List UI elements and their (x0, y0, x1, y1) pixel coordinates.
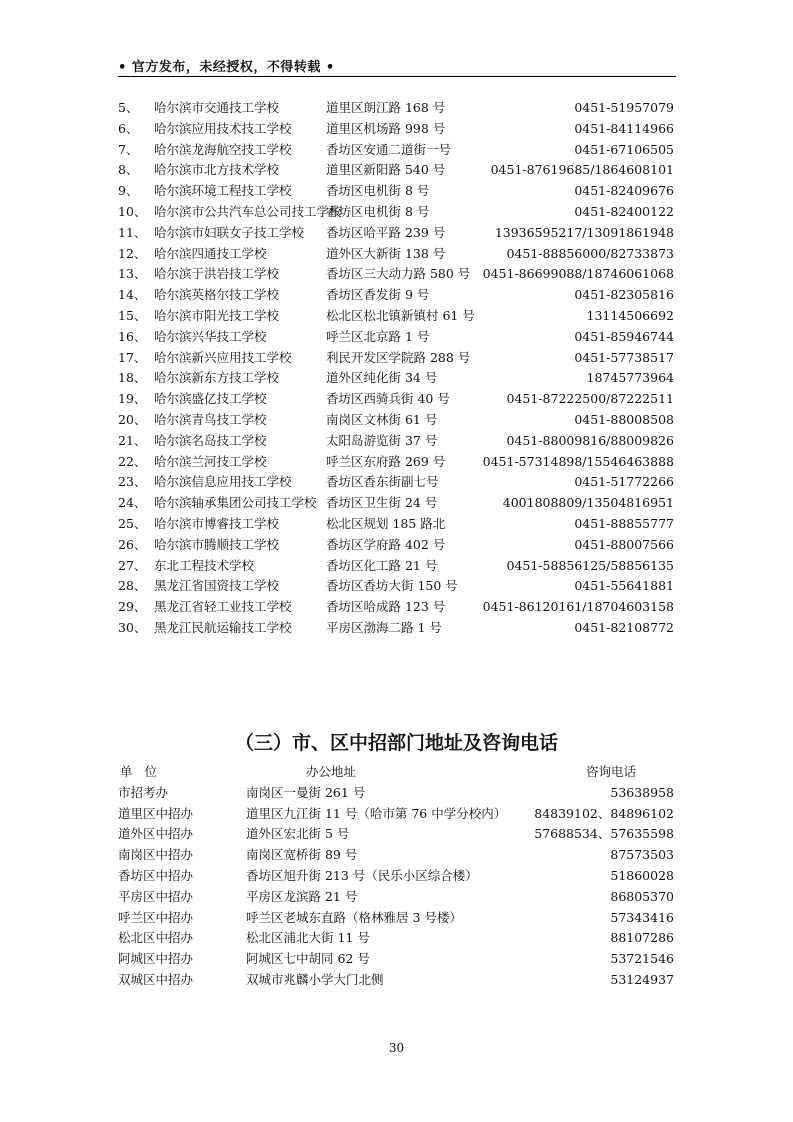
school-address: 道里区机场路 998 号 (326, 120, 446, 136)
school-number: 22、 (118, 453, 147, 469)
school-number: 14、 (118, 287, 147, 303)
office-row (118, 928, 674, 949)
school-number: 11、 (118, 224, 147, 240)
school-phone: 0451-82400122 (574, 203, 674, 219)
school-address: 太阳岛游览街 37 号 (326, 432, 438, 448)
school-name: 哈尔滨新兴应用技工学校 (154, 349, 292, 365)
office-unit: 道外区中招办 (118, 826, 194, 842)
school-phone: 0451-67106505 (574, 141, 674, 157)
school-number: 5、 (118, 100, 139, 115)
school-phone: 0451-88855777 (574, 515, 674, 531)
school-phone: 0451-88008508 (574, 411, 674, 427)
school-name: 哈尔滨轴承集团公司技工学校 (154, 495, 317, 511)
office-phone: 51860028 (610, 867, 674, 883)
office-unit: 呼兰区中招办 (118, 909, 194, 925)
office-address: 阿城区七中胡同 62 号 (246, 951, 370, 967)
school-number: 28、 (118, 578, 147, 594)
school-row (118, 410, 674, 431)
school-name: 哈尔滨市博睿技工学校 (154, 515, 280, 531)
office-phone: 57343416 (610, 909, 674, 925)
school-address: 香坊区三大动力路 580 号 (326, 266, 471, 282)
school-row (118, 535, 674, 556)
office-unit: 香坊区中招办 (118, 867, 194, 883)
school-phone: 0451-84114966 (574, 120, 674, 136)
school-number: 15、 (118, 307, 147, 323)
school-address: 道外区纯化街 34 号 (326, 370, 438, 386)
school-phone: 0451-86699088/18746061068 (482, 266, 674, 282)
school-address: 香坊区西骑兵街 40 号 (326, 391, 450, 407)
school-row (118, 306, 674, 327)
school-phone: 0451-55641881 (574, 578, 674, 594)
office-phone: 53638958 (610, 784, 674, 800)
office-address: 道里区九江街 11 号（哈市第 76 中学分校内） (246, 805, 507, 821)
school-name: 哈尔滨市阳光技工学校 (154, 307, 280, 323)
school-phone: 0451-51772266 (574, 474, 674, 490)
school-phone: 0451-87619685/1864608101 (490, 162, 674, 178)
school-row (118, 160, 674, 181)
header-address: 办公地址 (306, 764, 357, 779)
school-row (118, 264, 674, 285)
school-row (118, 223, 674, 244)
school-address: 松北区规划 185 路北 (326, 515, 446, 531)
school-number: 6、 (118, 120, 139, 136)
office-row (118, 970, 674, 991)
office-row (118, 887, 674, 908)
school-address: 道里区朗江路 168 号 (326, 100, 446, 115)
school-row (118, 389, 674, 410)
school-row (118, 452, 674, 473)
header-unit: 单 位 (120, 764, 161, 779)
school-address: 松北区松北镇新镇村 61 号 (326, 307, 475, 323)
office-table (118, 762, 674, 991)
school-name: 哈尔滨应用技术技工学校 (154, 120, 292, 136)
school-row (118, 556, 674, 577)
school-phone: 13114506692 (586, 307, 674, 323)
school-row (118, 98, 674, 119)
office-phone: 87573503 (610, 847, 674, 863)
office-address: 南岗区宽桥街 89 号 (246, 847, 358, 863)
school-number: 17、 (118, 349, 147, 365)
office-address: 平房区龙滨路 21 号 (246, 888, 358, 904)
school-phone: 0451-58856125/58856135 (506, 557, 674, 573)
school-row (118, 181, 674, 202)
school-address: 香坊区化工路 21 号 (326, 557, 438, 573)
school-name: 哈尔滨兴华技工学校 (154, 328, 267, 344)
school-row (118, 140, 674, 161)
school-name: 哈尔滨兰河技工学校 (154, 453, 267, 469)
office-row (118, 845, 674, 866)
office-address: 香坊区旭升街 213 号（民乐小区综合楼） (246, 867, 478, 883)
school-address: 南岗区文林街 61 号 (326, 411, 438, 427)
office-phone: 53721546 (610, 951, 674, 967)
school-row (118, 472, 674, 493)
page-header-notice: • 官方发布，未经授权，不得转载 • (118, 60, 335, 75)
school-address: 利民开发区学院路 288 号 (326, 349, 471, 365)
school-name: 哈尔滨青鸟技工学校 (154, 411, 267, 427)
school-number: 8、 (118, 162, 139, 178)
school-phone: 0451-57738517 (574, 349, 674, 365)
school-number: 21、 (118, 432, 147, 448)
office-row (118, 804, 674, 825)
school-address: 呼兰区东府路 269 号 (326, 453, 446, 469)
office-phone: 86805370 (610, 888, 674, 904)
school-number: 19、 (118, 391, 147, 407)
school-phone: 0451-82409676 (574, 183, 674, 199)
office-rows (118, 783, 674, 991)
school-address: 香坊区卫生街 24 号 (326, 495, 438, 511)
office-table-header (118, 762, 674, 783)
school-phone: 13936595217/13091861948 (494, 224, 674, 240)
school-list (118, 98, 674, 639)
school-number: 23、 (118, 474, 147, 490)
office-row (118, 824, 674, 845)
school-row (118, 576, 674, 597)
school-name: 哈尔滨市妇联女子技工学校 (154, 224, 305, 240)
school-number: 18、 (118, 370, 147, 386)
school-phone: 0451-87222500/87222511 (506, 391, 674, 407)
school-address: 香坊区哈成路 123 号 (326, 599, 446, 615)
school-name: 黑龙江民航运输技工学校 (154, 619, 292, 635)
school-row (118, 493, 674, 514)
office-unit: 平房区中招办 (118, 888, 194, 904)
school-phone: 0451-86120161/18704603158 (482, 599, 674, 615)
office-row (118, 866, 674, 887)
office-unit: 双城区中招办 (118, 971, 194, 987)
school-phone: 0451-51957079 (574, 100, 674, 115)
school-row (118, 285, 674, 306)
office-phone: 84839102、84896102 (534, 805, 674, 821)
header-phone: 咨询电话 (585, 764, 636, 779)
school-number: 10、 (118, 203, 147, 219)
office-phone: 53124937 (610, 971, 674, 987)
school-row (118, 597, 674, 618)
school-address: 香坊区学府路 402 号 (326, 536, 446, 552)
school-number: 13、 (118, 266, 147, 282)
office-row (118, 783, 674, 804)
school-number: 29、 (118, 599, 147, 615)
office-phone: 88107286 (610, 930, 674, 946)
school-row (118, 431, 674, 452)
office-phone: 57688534、57635598 (534, 826, 674, 842)
office-address: 双城市兆麟小学大门北侧 (246, 971, 384, 987)
school-number: 24、 (118, 495, 147, 511)
school-address: 平房区渤海二路 1 号 (326, 619, 442, 635)
school-name: 哈尔滨市公共汽车总公司技工学校 (154, 203, 342, 219)
school-phone: 0451-82305816 (574, 287, 674, 303)
school-name: 哈尔滨名岛技工学校 (154, 432, 267, 448)
school-row (118, 348, 674, 369)
school-name: 哈尔滨盛亿技工学校 (154, 391, 267, 407)
header-rule (118, 76, 676, 77)
school-number: 12、 (118, 245, 147, 261)
school-number: 16、 (118, 328, 147, 344)
school-name: 哈尔滨信息应用技工学校 (154, 474, 292, 490)
office-address: 南岗区一曼街 261 号 (246, 784, 366, 800)
school-name: 哈尔滨市交通技工学校 (154, 100, 280, 115)
school-phone: 0451-57314898/15546463888 (482, 453, 674, 469)
office-unit: 道里区中招办 (118, 805, 194, 821)
school-name: 哈尔滨新东方技工学校 (154, 370, 280, 386)
school-name: 哈尔滨英格尔技工学校 (154, 287, 280, 303)
school-name: 黑龙江省轻工业技工学校 (154, 599, 292, 615)
office-address: 呼兰区老城东直路（格林雅居 3 号楼） (246, 909, 462, 925)
school-address: 香坊区哈平路 239 号 (326, 224, 446, 240)
office-unit: 南岗区中招办 (118, 847, 194, 863)
school-number: 30、 (118, 619, 147, 635)
school-row (118, 244, 674, 265)
school-address: 道里区新阳路 540 号 (326, 162, 446, 178)
school-phone: 0451-82108772 (574, 619, 674, 635)
school-address: 香坊区香发街 9 号 (326, 287, 430, 303)
school-address: 香坊区电机街 8 号 (326, 183, 430, 199)
school-name: 哈尔滨环境工程技工学校 (154, 183, 292, 199)
school-name: 哈尔滨市北方技术学校 (154, 162, 280, 178)
office-unit: 阿城区中招办 (118, 951, 194, 967)
section-title: （三）市、区中招部门地址及咨询电话 (234, 732, 558, 754)
school-address: 香坊区电机街 8 号 (326, 203, 430, 219)
school-name: 哈尔滨于洪岩技工学校 (154, 266, 280, 282)
school-phone: 4001808809/13504816951 (502, 495, 674, 511)
school-name: 哈尔滨市腾顺技工学校 (154, 536, 280, 552)
school-name: 东北工程技术学校 (154, 557, 255, 573)
school-name: 黑龙江省国资技工学校 (154, 578, 280, 594)
office-row (118, 949, 674, 970)
school-phone: 0451-88856000/82733873 (506, 245, 674, 261)
school-name: 哈尔滨四通技工学校 (154, 245, 267, 261)
school-row (118, 119, 674, 140)
school-row (118, 202, 674, 223)
office-row (118, 908, 674, 929)
school-number: 20、 (118, 411, 147, 427)
school-address: 香坊区香东街副七号 (326, 474, 439, 490)
page-number: 30 (388, 1041, 405, 1055)
school-address: 道外区大新街 138 号 (326, 245, 446, 261)
school-phone: 0451-88009816/88009826 (506, 432, 674, 448)
school-number: 27、 (118, 557, 147, 573)
school-row (118, 514, 674, 535)
school-number: 25、 (118, 515, 147, 531)
school-number: 7、 (118, 141, 139, 157)
school-phone: 18745773964 (586, 370, 674, 386)
school-phone: 0451-85946744 (574, 328, 674, 344)
school-address: 香坊区香坊大街 150 号 (326, 578, 458, 594)
office-address: 道外区宏北街 5 号 (246, 826, 350, 842)
school-name: 哈尔滨龙海航空技工学校 (154, 141, 292, 157)
office-unit: 松北区中招办 (118, 930, 194, 946)
school-row (118, 618, 674, 639)
office-unit: 市招考办 (118, 784, 169, 800)
school-row (118, 368, 674, 389)
school-number: 26、 (118, 536, 147, 552)
school-number: 9、 (118, 183, 139, 199)
school-row (118, 327, 674, 348)
office-address: 松北区浦北大街 11 号 (246, 930, 370, 946)
school-address: 呼兰区北京路 1 号 (326, 328, 430, 344)
school-phone: 0451-88007566 (574, 536, 674, 552)
school-address: 香坊区安通二道街一号 (326, 141, 452, 157)
